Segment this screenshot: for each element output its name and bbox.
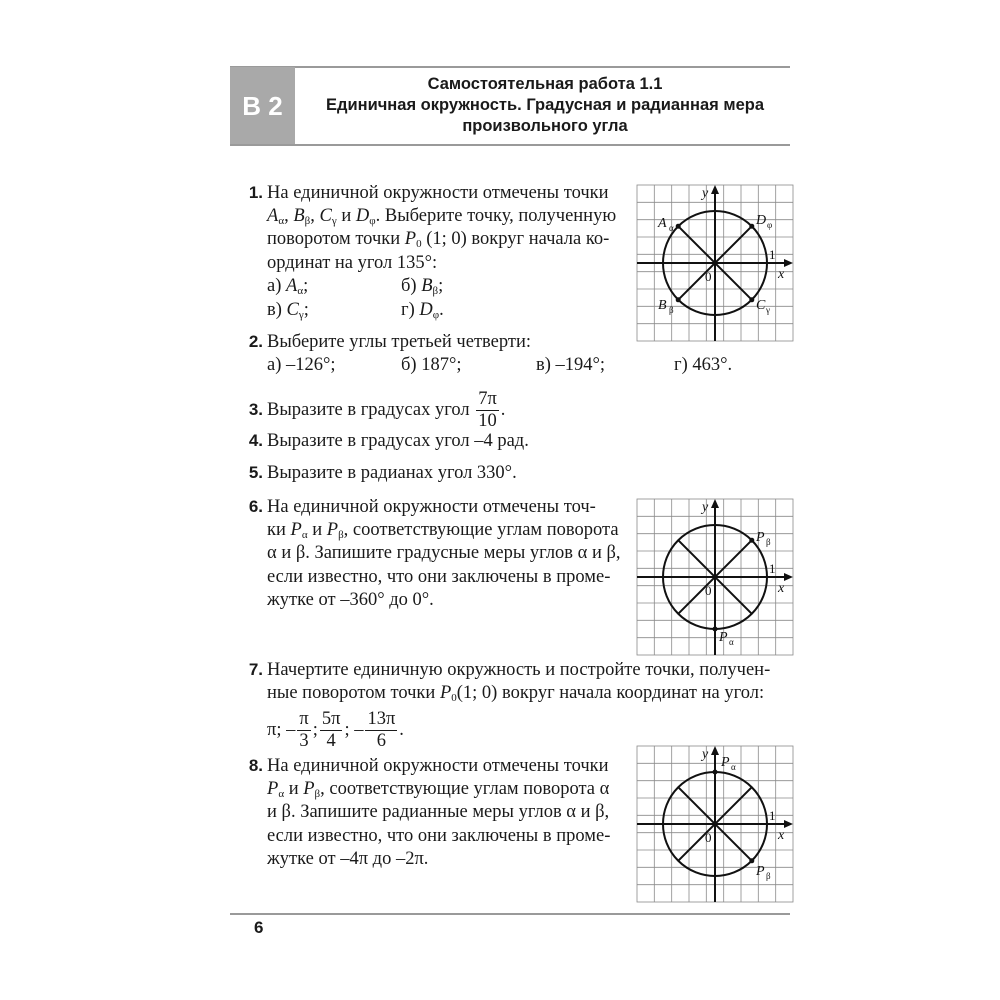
point-label: B (658, 298, 667, 313)
x-arrow-icon (784, 820, 793, 828)
answer-option-a[interactable] (267, 275, 308, 299)
answer-option-b[interactable]: б) 187°; (401, 354, 462, 375)
point-label: A (286, 276, 298, 296)
answer-option-b[interactable] (401, 275, 443, 299)
task-text-line (231, 228, 616, 252)
title-line-3: произвольного угла (462, 117, 628, 135)
task-text: Выразите в радианах угол 330°. (267, 463, 517, 483)
task-7 (231, 658, 770, 752)
denominator: 6 (376, 731, 386, 751)
unit-circle-figure-3 (635, 744, 795, 904)
answer-option-c[interactable] (267, 299, 309, 323)
task-number: 3. (248, 399, 263, 419)
task-text-line: если известно, что они заключены в проме- (267, 566, 611, 587)
text: и (284, 778, 304, 799)
denominator: 10 (478, 411, 497, 431)
text: ; (438, 276, 444, 296)
x-axis-label: x (778, 267, 785, 282)
text: . Выберите точку, полученную (375, 205, 617, 226)
subscript: β (314, 787, 321, 800)
text: ки (267, 519, 291, 540)
task-4 (231, 429, 529, 454)
variant-badge: В 2 (230, 67, 295, 145)
point-label: P (404, 229, 417, 249)
text: ; – (344, 719, 364, 740)
task-number: 8. (248, 756, 263, 775)
worksheet-title (300, 74, 790, 137)
point-label: C (319, 205, 332, 226)
point-label: P (721, 755, 730, 770)
task-8 (231, 754, 610, 872)
text: и (307, 519, 327, 540)
denominator: 4 (326, 731, 336, 751)
text: , соответствующие углам поворота (343, 519, 619, 540)
task-6 (231, 495, 621, 613)
point-label: C (286, 299, 299, 320)
subscript: φ (432, 308, 440, 321)
task-text: Выразите в градусах угол (267, 399, 470, 420)
point-label: D (419, 299, 433, 320)
fraction (476, 389, 499, 432)
y-axis-label: y (702, 500, 709, 515)
subscript: β (304, 214, 311, 227)
subscript: γ (298, 308, 304, 321)
fraction (297, 709, 310, 752)
subscript: α (669, 223, 674, 233)
point-label: P (439, 682, 452, 703)
text: (1; 0) (421, 229, 467, 249)
fraction (320, 709, 343, 752)
origin-label: 0 (705, 583, 712, 598)
subscript: β (766, 537, 771, 547)
task-text: На единичной окружности отмечены точки (267, 183, 609, 203)
option-label: г) (401, 299, 420, 320)
task-text: На единичной окружности отмечены точки (267, 756, 609, 776)
task-text-line: ординат на угол 135°: (267, 252, 438, 273)
text: (1; 0) вокруг начала координат на угол: (456, 682, 765, 703)
task-text: Начертите единичную окружность и постройте точки, получен- (267, 660, 771, 680)
option-label: в) (267, 299, 287, 320)
title-line-1: Самостоятельная работа 1.1 (427, 75, 663, 93)
answer-options-row (231, 299, 616, 323)
subscript: γ (766, 305, 770, 315)
task-number: 4. (248, 431, 263, 450)
task-number: 5. (248, 463, 263, 482)
point-label: B (293, 205, 305, 226)
text: поворотом точки (267, 229, 405, 249)
subscript: φ (369, 214, 376, 227)
unit-circle-figure-2 (635, 497, 795, 657)
x-axis-label: x (778, 581, 785, 596)
option-label: б) (401, 276, 422, 296)
subscript: α (729, 637, 734, 647)
numerator: 13π (367, 709, 396, 729)
point-label: B (421, 276, 433, 296)
task-text-line (231, 682, 770, 706)
task-text-line: жутке от –360° до 0°. (267, 590, 434, 610)
task-text-line: α и β. Запишите градусные меры углов α и β, (267, 543, 621, 563)
answer-option-d[interactable]: г) 463°. (674, 354, 733, 375)
page-number: 6 (254, 918, 264, 937)
task-number: 6. (248, 497, 263, 516)
text: . (399, 719, 404, 740)
x-axis-label: x (778, 828, 785, 843)
point-label: P (326, 519, 339, 540)
title-line-2: Единичная окружность. Градусная и радианная мера (325, 96, 765, 114)
task-5 (231, 461, 517, 486)
answer-options-row (231, 275, 616, 299)
text: , соответствующие углам поворота α (320, 778, 610, 799)
point-label: C (756, 298, 766, 313)
header-bottom-rule (230, 144, 790, 146)
task-text-line (231, 778, 610, 802)
subscript: α (278, 214, 285, 227)
point-label: D (355, 205, 370, 226)
text: ; (312, 719, 318, 740)
unit-circle-figure-1 (635, 183, 795, 343)
numerator: 5π (321, 709, 341, 729)
subscript: 0 (451, 691, 457, 704)
answer-option-a[interactable]: а) –126°; (267, 354, 336, 375)
subscript: β (669, 305, 674, 315)
point-label: A (267, 205, 279, 226)
task-text-line: жутке от –4π до –2π. (267, 849, 429, 869)
task-text-line (231, 519, 621, 543)
subscript: α (731, 762, 736, 772)
subscript: β (432, 285, 439, 297)
task-text: Выразите в градусах угол –4 рад. (267, 431, 529, 451)
task-text-line: и β. Запишите радианные меры углов α и β, (267, 802, 610, 822)
denominator: 3 (299, 731, 309, 751)
text: вокруг начала ко- (466, 229, 610, 249)
point-label: D (756, 213, 767, 228)
answer-option-d[interactable] (401, 299, 444, 323)
y-axis-label: y (702, 747, 709, 762)
x-arrow-icon (784, 573, 793, 581)
footer-rule (230, 913, 790, 915)
y-arrow-icon (711, 499, 719, 508)
y-arrow-icon (711, 185, 719, 194)
text: ные поворотом точки (267, 682, 440, 703)
unit-label: 1 (769, 561, 776, 576)
option-label: а) (267, 276, 286, 296)
text: π; – (267, 719, 296, 740)
task-text-line (231, 205, 616, 229)
text: ; (303, 299, 309, 320)
point-label: P (719, 630, 728, 645)
text: . (500, 399, 506, 420)
unit-label: 1 (769, 247, 776, 262)
subscript: γ (331, 214, 337, 227)
subscript: α (297, 285, 304, 297)
x-arrow-icon (784, 259, 793, 267)
point-label: A (658, 216, 667, 231)
y-axis-label: y (702, 186, 709, 201)
task-3 (231, 389, 505, 432)
text: , (310, 205, 320, 226)
origin-label: 0 (705, 830, 712, 845)
answer-option-c[interactable]: в) –194°; (536, 354, 606, 375)
point-label: P (267, 778, 279, 799)
answer-options-row (231, 354, 791, 378)
task-text: На единичной окружности отмечены точ- (267, 497, 596, 517)
point-label: P (756, 864, 765, 879)
task-number: 1. (248, 183, 263, 202)
subscript: φ (767, 220, 773, 230)
unit-label: 1 (769, 808, 776, 823)
header-top-rule (230, 66, 790, 68)
subscript: α (278, 787, 285, 800)
text: ; (303, 276, 309, 296)
text: и (336, 205, 356, 226)
text: , (284, 205, 294, 226)
task-number: 2. (248, 332, 263, 351)
point-label: P (756, 530, 765, 545)
subscript: 0 (416, 238, 422, 250)
fraction (365, 709, 397, 752)
task-number: 7. (248, 660, 263, 679)
y-arrow-icon (711, 746, 719, 755)
numerator: π (299, 709, 309, 729)
subscript: β (338, 528, 344, 541)
subscript: β (766, 871, 771, 881)
numerator: 7π (478, 389, 497, 409)
task-text: Выберите углы третьей четверти: (267, 332, 532, 352)
point-label: P (290, 519, 302, 540)
task-text-line: если известно, что они заключены в проме- (267, 825, 611, 846)
point-label: P (303, 778, 315, 799)
origin-label: 0 (705, 269, 712, 284)
task-1 (231, 181, 616, 322)
subscript: α (301, 528, 308, 541)
text: . (439, 299, 444, 320)
